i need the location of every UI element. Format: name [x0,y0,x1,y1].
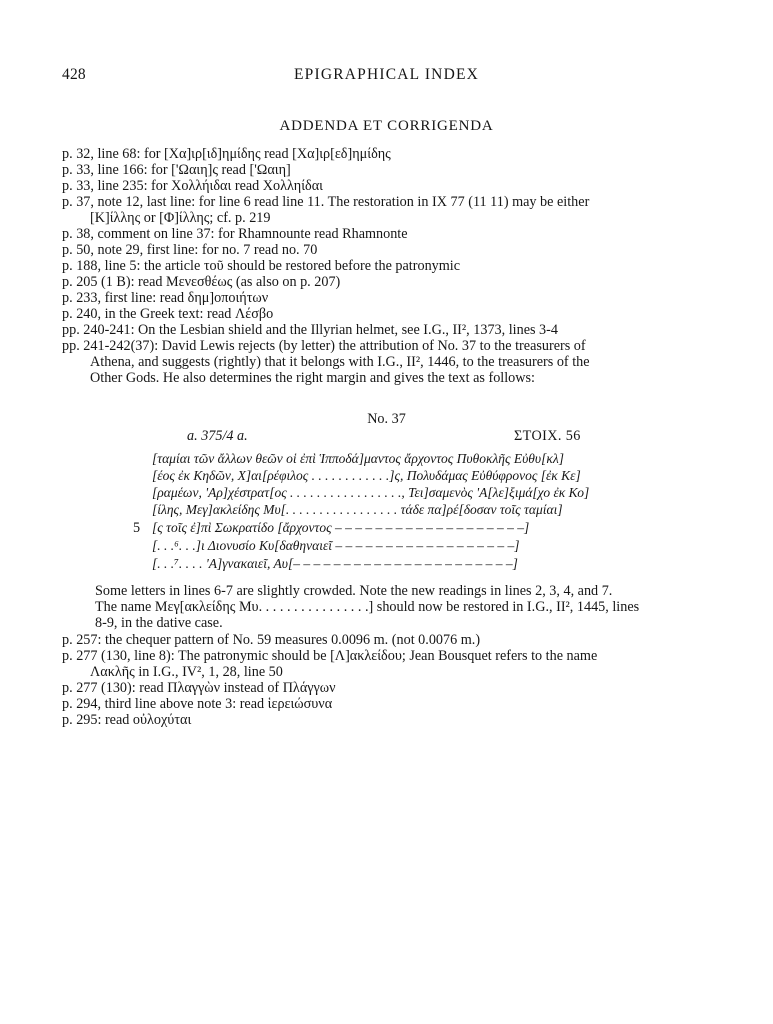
entry-p277-line8-cont: Λακλῆς in I.G., IV², 1, 28, line 50 [90,664,283,680]
entry-pp241-242: pp. 241-242(37): David Lewis rejects (by letter) the attribution of No. 37 to the treasurers of [62,338,586,354]
inscription-line-3: [ραμέων, 'Αρ]χέστρατ[ος . . . . . . . . . . . . . . . . ., Τει]σαμενὸς 'Α[λε]ξιμά[χο ἐκ Κο] [152,485,590,500]
section-title: ADDENDA ET CORRIGENDA [279,118,494,134]
entry-p205: p. 205 (1 B): read Μενεσθέως (as also on p. 207) [62,274,341,290]
inscription-line-7: [. . .⁷. . . . 'Α]γνακαιεῖ, Αυ[– – – – – – – – – – – – – – – – – – – – – –] [152,556,518,571]
entry-pp241-242-cont1: Athena, and suggests (rightly) that it belongs with I.G., II², 1446, to the treasurers of the [90,354,590,370]
inscription-line-1: [ταμίαι τῶν ἄλλων θεῶν οἱ ἐπὶ Ἱπποδά]μαντος ἄρχοντος Πυθοκλῆς Εὐθυ[κλ] [152,451,564,466]
entry-p38: p. 38, comment on line 37: for Rhamnounte read Rhamnonte [62,226,408,242]
entry-pp240-241: pp. 240-241: On the Lesbian shield and the Illyrian helmet, see I.G., II², 1373, lines 3-4 [62,322,558,338]
entry-p294: p. 294, third line above note 3: read ἱερειώσυνα [62,696,333,712]
entry-p32: p. 32, line 68: for [Χα]ιρ[ιδ]ημίδης read [Χα]ιρ[εδ]ημίδης [62,146,391,162]
entry-p188: p. 188, line 5: the article τοῦ should be restored before the patronymic [62,258,461,274]
notes-line-3: 8-9, in the dative case. [95,615,223,631]
entry-p37: p. 37, note 12, last line: for line 6 read line 11. The restoration in IX 77 (11 11) may be either [62,194,590,210]
entry-p257: p. 257: the chequer pattern of No. 59 measures 0.0096 m. (not 0.0076 m.) [62,632,481,648]
stoichedon-label: ΣΤΟΙΧ. 56 [514,428,581,444]
running-title: EPIGRAPHICAL INDEX [293,66,480,83]
notes-paragraph [95,583,715,631]
corrigenda-list-top [62,146,712,386]
entry-p33-235: p. 33, line 235: for Χολλήιδαι read Χολληίδαι [62,178,323,194]
entry-p33-166: p. 33, line 166: for ['Ωαιη]ς read ['Ωαιη] [62,162,291,178]
entry-p50: p. 50, note 29, first line: for no. 7 read no. 70 [62,242,318,258]
notes-line-2: The name Μεγ[ακλείδης Μυ. . . . . . . . . . . . . . . .] should now be restored in I.G., II², 1445, lines [95,599,640,615]
entry-p37-cont: [Κ]ίλλης or [Φ]ίλλης; cf. p. 219 [90,210,271,226]
entry-pp241-242-cont2: Other Gods. He also determines the right margin and gives the text as follows: [90,370,535,386]
entry-p295: p. 295: read οὐλοχύται [62,712,192,728]
corrigenda-list-bottom [62,632,712,728]
notes-line-1: Some letters in lines 6-7 are slightly crowded. Note the new readings in lines 2, 3, 4, and 7. [95,583,613,599]
entry-p277-130: p. 277 (130): read Πλαγγὼν instead of Πλάγγων [62,680,336,696]
inscription-line-4: [ίλης, Μεγ]ακλείδης Μυ[. . . . . . . . . . . . . . . . . τάδε πα]ρέ[δοσαν τοῖς ταμίαι] [152,502,563,517]
inscription-number: No. 37 [367,411,406,427]
entry-p277-line8: p. 277 (130, line 8): The patronymic should be [Λ]ακλείδου; Jean Bousquet refers to the name [62,648,598,664]
line-number-5: 5 [133,520,141,536]
inscription-date: a. 375/4 a. [187,428,248,444]
entry-p233: p. 233, first line: read δημ]οποιήτων [62,290,269,306]
inscription-line-6: [. . .⁶. . .]ι Διονυσίο Κυ[δαθηναιεῖ – – – – – – – – – – – – – – – – – –] [152,538,520,553]
inscription-line-5: [ς τοῖς ἐ]πὶ Σωκρατίδο [ἄρχοντος – – – – – – – – – – – – – – – – – – –] [152,520,530,535]
entry-p240: p. 240, in the Greek text: read Λέσβο [62,306,274,322]
inscription-line-2: [έος ἐκ Κηδῶν, Χ]αι[ρέφιλος . . . . . . . . . . . .]ς, Πολυδάμας Εὐθύφρονος [ἐκ Κε] [152,468,581,483]
page-number: 428 [62,66,86,83]
